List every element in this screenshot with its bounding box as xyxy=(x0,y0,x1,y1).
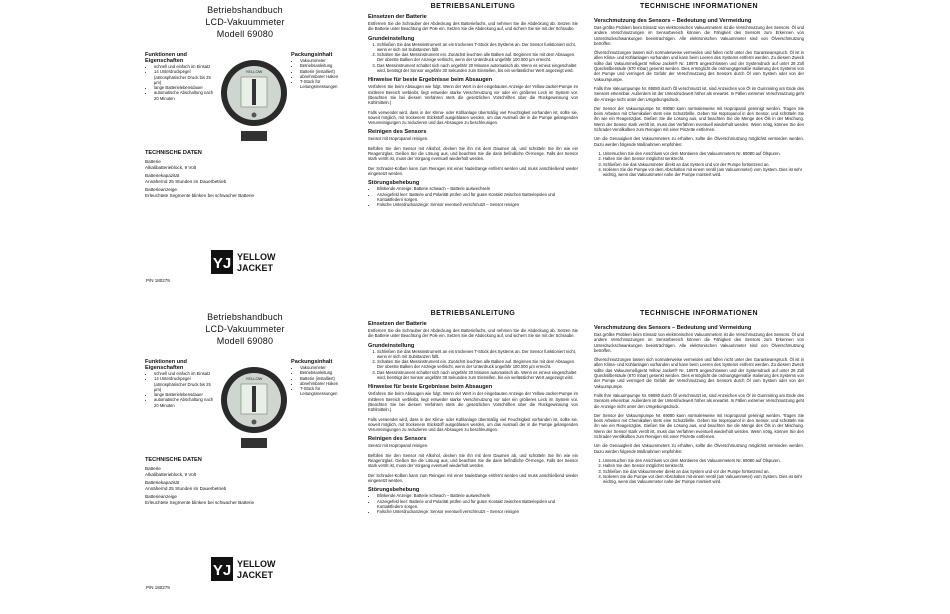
svg-text:YELLOW: YELLOW xyxy=(245,376,263,381)
right-column xyxy=(594,0,804,177)
features xyxy=(145,359,215,408)
list-item: 1. Schließen Sie das Messinstrument an ein trockenes T-Stück des Systems an. Der Sensor funktioniert nicht, wenn er sich mit Substanzen füllt. xyxy=(377,42,578,53)
part-number: P/N 180279 xyxy=(146,585,170,590)
paragraph: Der Sensor der Vakuumpumpe Nr. 69080 kann normalerweise mit Isopropanol gereinigt werden. Tragen Sie beim Arbeiten mit Chemikalien stets eine Schutzbrille. Geben Sie Isopropanol in den Sensor, und schütteln Sie ihn wie ein Reagenzglas. Gießen Sie die Lösung aus, und beachten Sie die Menge des Öls in der Mischung. Wenn der Sensor stark verölt ist, muss das Verfahren eventuell wiederholt werden. Wenn nötig, können Sie den Schrader-Ventilkolben zum Reinigen mit einer Pinzette entfernen. xyxy=(594,412,804,440)
list-item: • schnell und einfach im Einsatz xyxy=(154,64,215,69)
tech-label: Batterie xyxy=(145,466,161,471)
list-item: • 14 Unterdruckpegel (atmosphärischer Druck bis 25 µm) xyxy=(154,69,215,85)
troubleshooting-list xyxy=(368,186,578,207)
paragraph: Entfernen Sie die Schrauber der Abdeckung des Batteriefachs, und nehmen Sie die Abdeckung ab. Setzen Sie die Batterie unter Beachtung der Pole ein. Setzen Sie die Abdeckung auf, und sichern Sie sie mit der Schraube. xyxy=(368,21,578,32)
paragraph: Befüllen Sie den Sensor mit Alkohol, decken Sie ihn mit dem Daumen ab, und schütteln Sie ihn wie ein Reagenzglas. Gießen Sie die Lösung aus, und beachten Sie die darin befindliche Öl-menge. Falls der Sensor stark verölt ist, muss der Vorgang eventuell wiederholt werden. xyxy=(368,145,578,162)
svg-text:YELLOW: YELLOW xyxy=(237,252,276,262)
list-item: 2. Halten Sie den Sensor möglichst senkrecht. xyxy=(603,156,804,161)
list-item: 2. Schalten Sie das Messinstrument ein. Zunächst leuchten alle Balken auf. Beginnen Sie mit dem Absaugen. Der oberste Balken der Anzeige verlischt, wenn der Unterdruck ungefähr 100.000 µm erreicht. xyxy=(377,359,578,370)
list-item: • Vakuummeter xyxy=(300,365,351,370)
list-item: • automatische Abschaltung nach 20 Minuten xyxy=(154,397,215,408)
list-item: • schnell und einfach im Einsatz xyxy=(154,371,215,376)
paragraph: Befüllen Sie den Sensor mit Alkohol, decken Sie ihn mit dem Daumen ab, und schütteln Sie ihn wie ein Reagenzglas. Gießen Sie die Lösung aus, und beachten Sie die darin befindliche Öl-menge. Falls der Sensor stark verölt ist, muss der Vorgang eventuell wiederholt werden. xyxy=(368,452,578,469)
tech-value: Annähernd 25 Stunden im Dauerbetrieb xyxy=(145,485,227,491)
svg-text:YELLOW: YELLOW xyxy=(237,559,276,569)
left-column xyxy=(145,307,345,347)
troubleshooting-list xyxy=(368,493,578,514)
list-item: • lange Batterielebensdauer xyxy=(154,392,215,397)
list-item: 1. Schließen Sie das Messinstrument an ein trockenes T-Stück des Systems an. Der Sensor funktioniert nicht, wenn er sich mit Substanzen füllt. xyxy=(377,349,578,360)
section-heading: Einsetzen der Batterie xyxy=(368,14,427,20)
features-heading: Funktionen und Eigenschaften xyxy=(145,52,187,64)
paragraph: Ölverschmutzungen lassen sich normalerweise vermeiden und fallen nicht unter den Garantieanspruch. Öl ist in allen Klima- und Kühlanlagen vorhanden und kann beim Leeren des Systems entfernt werden. Zu diesem Zweck sollte das Vakuummeßgerät Yellow Jacket® Nr. 18975 angeschlossen und der Systemdruck auf unter 28 Zoll Quecksilbersäule (670 mbar) gesenkt werden. Dies ermöglicht die ordnungsgemäße Isolierung des Systems von der Pumpe und verringert die Gefahr der Verschmutzung des Sensors durch Öl vom System oder von der Vakuumpumpe. xyxy=(594,357,804,389)
tech-label: Batterieanzeige xyxy=(145,187,177,193)
paragraph: Der Sensor der Vakuumpumpe Nr. 69080 kann normalerweise mit Isopropanol gereinigt werden. Tragen Sie beim Arbeiten mit Chemikalien stets eine Schutzbrille. Geben Sie Isopropanol in den Sensor, und schütteln Sie ihn wie ein Reagenzglas. Gießen Sie die Lösung aus, und beachten Sie die Menge des Öls in der Mischung. Wenn der Sensor stark verölt ist, muss das Verfahren eventuell wiederholt werden. Wenn nötig, können Sie den Schrader-Ventilkolben zum Reinigen mit einer Pinzette entfernen. xyxy=(594,105,804,133)
tech-data xyxy=(145,453,345,506)
section-heading: Reinigen des Sensors xyxy=(368,129,427,136)
list-item: 3. Schließen Sie das Vakuummeter direkt an das System und vor der Pumpe fortsetzend an. xyxy=(603,469,804,474)
manual-title xyxy=(145,4,345,40)
section-heading: Störungsbehebung xyxy=(368,180,420,187)
tech-lines xyxy=(145,159,345,199)
list-item: 2. Schalten Sie das Messinstrument ein. Zunächst leuchten alle Balken auf. Beginnen Sie mit dem Absaugen. Der oberste Balken der Anzeige verlischt, wenn der Unterdruck ungefähr 100.000 µm erreicht. xyxy=(377,52,578,63)
section-heading: Reinigen des Sensors xyxy=(368,436,427,443)
features-heading: Funktionen und Eigenschaften xyxy=(145,359,187,371)
package-heading: Packungsinhalt xyxy=(291,52,333,58)
list-item: 3. Das Messinstrument schaltet sich nach ungefähr 20 Minuten automatisch ab. Wenn es erneut eingeschaltet wird, benötigt der Sensor ungefähr 30 Sekunden zum Einstellen, bis ein verlässlicher Wert angezeigt wird. xyxy=(377,63,578,74)
document-half xyxy=(0,307,950,603)
section-heading: Hinweise für beste Ergebnisse beim Absaugen xyxy=(368,77,493,84)
tech-label: Batterieanzeige xyxy=(145,494,177,500)
paragraph: Falls verwendet wird, dass in der Klima- oder Kühlanlage übermäßig viel Feuchtigkeit vorhanden ist, sollte sie, soweit möglich, mit trockenem Stickstoff ausgeblasen werden, um das Ausmaß der in die Pumpe gelangenden Verunreinigungen zu reduzieren und das Absaugen zu beschleunigen. xyxy=(368,109,578,126)
instructions-heading: BETRIEBSANLEITUNG xyxy=(430,3,516,10)
list-item: • Falsche Unterdruckanzeige: Sensor eventuell verschmutzt – Sensor reinigen xyxy=(377,202,578,207)
package-contents xyxy=(291,52,351,90)
instructions-heading: BETRIEBSANLEITUNG xyxy=(430,310,516,317)
paragraph: Der Schrader-Kolben kann zum Reinigen mit einer Nadelzange entfernt werden und muss anschließend wieder eingesetzt werden. xyxy=(368,165,578,176)
paragraph: Sensor mit Isopropanol reinigen. xyxy=(368,443,429,449)
vacuum-gauge-image xyxy=(221,55,287,141)
list-item: 1. Untersuchen Sie den Anschluss vor dem Montieren des Vakuummeters Nr. 69080 auf Ölspuren. xyxy=(603,458,804,463)
middle-column xyxy=(368,307,578,514)
tech-heading: TECHNISCHE DATEN xyxy=(145,457,202,463)
features xyxy=(145,52,215,101)
tech-value: Annähernd 25 Stunden im Dauerbetrieb xyxy=(145,178,227,184)
list-item: • abnehmbarer Haken xyxy=(300,381,351,386)
tech-heading: TECHNISCHE DATEN xyxy=(145,150,202,156)
paragraph: Der Schrader-Kolben kann zum Reinigen mit einer Nadelzange entfernt werden und muss anschließend wieder eingesetzt werden. xyxy=(368,472,578,483)
section-heading: Störungsbehebung xyxy=(368,487,420,494)
title-line-3: Modell 69080 xyxy=(216,336,274,346)
right-column xyxy=(594,307,804,484)
yellow-jacket-logo xyxy=(211,250,299,274)
list-item: 4. Isolieren Sie die Pumpe vor dem Abschalten mit einem Ventil (am Vakuummeter) vom System. Dies ist sehr wichtig, wenn das Vakuummeter nahe der Pumpe montiert wird. xyxy=(603,474,804,485)
paragraph: Falls verwendet wird, dass in der Klima- oder Kühlanlage übermäßig viel Feuchtigkeit vorhanden ist, sollte sie, soweit möglich, mit trockenem Stickstoff ausgeblasen werden, um das Ausmaß der in die Pumpe gelangenden Verunreinigungen zu reduzieren und das Absaugen zu beschleunigen. xyxy=(368,416,578,433)
list-item: 1. Untersuchen Sie den Anschluss vor dem Montieren des Vakuummeters Nr. 69080 auf Ölspuren. xyxy=(603,151,804,156)
middle-column xyxy=(368,0,578,207)
list-item: • 14 Unterdruckpegel (atmosphärischer Druck bis 25 µm) xyxy=(154,376,215,392)
section-heading: Einsetzen der Batterie xyxy=(368,321,427,327)
section-heading: Grundeinstellung xyxy=(368,35,415,42)
list-item: • Blinkende Anzeige: Batterie schwach – Batterie auswechseln xyxy=(377,493,578,498)
paragraph: Falls Ihre Vakuumpumpe Nr. 69080 durch Öl verschmutzt ist, sind Anzeichen von Öl im Gummiring am Ende des Sensors erkennbar. Außerdem ist der Unterdruckwert höher als erwartet. In Fällen extremer Verschmutzung geht die Anzeige nicht unter den Umgebungsdruck. xyxy=(594,392,804,409)
section-heading: Grundeinstellung xyxy=(368,342,415,349)
package-contents xyxy=(291,359,351,397)
list-item: 4. Isolieren Sie die Pumpe vor dem Abschalten mit einem Ventil (am Vakuummeter) vom System. Dies ist sehr wichtig, wenn das Vakuummeter nahe der Pumpe montiert wird. xyxy=(603,167,804,178)
tech-data xyxy=(145,146,345,199)
document-half xyxy=(0,0,950,296)
paragraph: Um die Genauigkeit des Vakuummeters zu erhalten, sollte die Ölverschmutzung möglichst vermieden werden. Dazu werden folgende Maßnahmen empfohlen: xyxy=(594,443,804,454)
tech-value: Erleuchtete Segmente blinken bei schwacher Batterie xyxy=(145,499,255,505)
paragraph: Verfahren Sie beim Absaugen wie folgt. Wenn der Wert in der eingebauten Anzeige der Yellow-Jacket-Pumpe im mittleren Bereich verbleibt, liegt entweder starke Verschmutzung vor oder ein größeres Leck im System vor. (Beachten Sie bei diesem Verfahren stets die gesetzlichen Vorschriften über die Rückgewinnung von Kühlmitteln.) xyxy=(368,391,578,413)
list-item: • Vakuummeter xyxy=(300,58,351,63)
tech-value: Alkalibatterieblock, 9 Volt xyxy=(145,164,197,170)
list-item: • T-Stück für Leitungsmessungen xyxy=(300,79,351,90)
tech-info-heading: TECHNISCHE INFORMATIONEN xyxy=(639,310,759,317)
part-number: P/N 180279 xyxy=(146,278,170,283)
paragraph: Das größte Problem beim Einsatz von elektronischen Vakuummetern ist die Verschmutzung des Sensors. Öl und andere Verschmutzungen im Sensorbereich können die Fähigkeit des Sensors zum Erkennen von Unterdruckschwankungen beeinträchtigen. Alle elektronischen Vakuummeter sind von Ölverschmutzung betroffen. xyxy=(594,332,804,353)
tech-value: Erleuchtete Segmente blinken bei schwacher Batterie xyxy=(145,192,255,198)
vacuum-gauge-image xyxy=(221,362,287,448)
title-line-1: Betriebshandbuch xyxy=(207,312,283,322)
list-item: • Anzeigefeld leer: Batterie und Polarität prüfen und für guten Kontakt zwischen Batteriepolen und Kontaktfedern sorgen. xyxy=(377,192,578,203)
title-line-2: LCD-Vakuummeter xyxy=(205,17,285,27)
title-line-1: Betriebshandbuch xyxy=(207,5,283,15)
list-item: • Batterie (installiert) xyxy=(300,69,351,74)
package-list xyxy=(291,365,351,397)
tech-label: Batterie xyxy=(145,159,161,164)
svg-text:JACKET: JACKET xyxy=(237,570,274,580)
paragraph: Um die Genauigkeit des Vakuummeters zu erhalten, sollte die Ölverschmutzung möglichst vermieden werden. Dazu werden folgende Maßnahmen empfohlen: xyxy=(594,136,804,147)
setup-steps xyxy=(368,42,578,74)
svg-text:YJ: YJ xyxy=(212,562,232,579)
paragraph: Sensor mit Isopropanol reinigen. xyxy=(368,136,429,142)
package-list xyxy=(291,58,351,90)
svg-text:YJ: YJ xyxy=(212,255,232,272)
title-line-3: Modell 69080 xyxy=(216,29,274,39)
paragraph: Falls Ihre Vakuumpumpe Nr. 69080 durch Öl verschmutzt ist, sind Anzeichen von Öl im Gummiring am Ende des Sensors erkennbar. Außerdem ist der Unterdruckwert höher als erwartet. In Fällen extremer Verschmutzung geht die Anzeige nicht unter den Umgebungsdruck. xyxy=(594,85,804,102)
list-item: • Falsche Unterdruckanzeige: Sensor eventuell verschmutzt – Sensor reinigen xyxy=(377,509,578,514)
section-heading: Verschmutzung des Sensors – Bedeutung und Vermeidung xyxy=(594,325,752,331)
setup-steps xyxy=(368,349,578,381)
list-item: • Anzeigefeld leer: Batterie und Polarität prüfen und für guten Kontakt zwischen Batteriepolen und Kontaktfedern sorgen. xyxy=(377,499,578,510)
yellow-jacket-logo xyxy=(211,557,299,581)
list-item: 3. Schließen Sie das Vakuummeter direkt an das System und vor der Pumpe fortsetzend an. xyxy=(603,162,804,167)
title-line-2: LCD-Vakuummeter xyxy=(205,324,285,334)
tech-info-heading: TECHNISCHE INFORMATIONEN xyxy=(639,3,759,10)
manual-title xyxy=(145,311,345,347)
tech-label: Batteriekapazität xyxy=(145,480,180,486)
list-item: • Betriebsanleitung xyxy=(300,370,351,375)
list-item: • Blinkende Anzeige: Batterie schwach – Batterie auswechseln xyxy=(377,186,578,191)
tech-value: Alkalibatterieblock, 9 Volt xyxy=(145,471,197,477)
prevention-steps xyxy=(594,458,804,484)
section-heading: Verschmutzung des Sensors – Bedeutung und Vermeidung xyxy=(594,18,752,24)
tech-label: Batteriekapazität xyxy=(145,173,180,179)
prevention-steps xyxy=(594,151,804,177)
features-list xyxy=(145,64,215,101)
svg-text:JACKET: JACKET xyxy=(237,263,274,273)
list-item: • Betriebsanleitung xyxy=(300,63,351,68)
left-column xyxy=(145,0,345,40)
package-heading: Packungsinhalt xyxy=(291,359,333,365)
section-heading: Hinweise für beste Ergebnisse beim Absaugen xyxy=(368,384,493,391)
paragraph: Verfahren Sie beim Absaugen wie folgt. Wenn der Wert in der eingebauten Anzeige der Yellow-Jacket-Pumpe im mittleren Bereich verbleibt, liegt entweder starke Verschmutzung vor oder ein größeres Leck im System vor. (Beachten Sie bei diesem Verfahren stets die gesetzlichen Vorschriften über die Rückgewinnung von Kühlmitteln.) xyxy=(368,84,578,106)
features-list xyxy=(145,371,215,408)
list-item: 3. Das Messinstrument schaltet sich nach ungefähr 20 Minuten automatisch ab. Wenn es erneut eingeschaltet wird, benötigt der Sensor ungefähr 30 Sekunden zum Einstellen, bis ein verlässlicher Wert angezeigt wird. xyxy=(377,370,578,381)
list-item: 2. Halten Sie den Sensor möglichst senkrecht. xyxy=(603,463,804,468)
list-item: • abnehmbarer Haken xyxy=(300,74,351,79)
list-item: • lange Batterielebensdauer xyxy=(154,85,215,90)
tech-lines xyxy=(145,466,345,506)
list-item: • Batterie (installiert) xyxy=(300,376,351,381)
list-item: • automatische Abschaltung nach 20 Minuten xyxy=(154,90,215,101)
paragraph: Das größte Problem beim Einsatz von elektronischen Vakuummetern ist die Verschmutzung des Sensors. Öl und andere Verschmutzungen im Sensorbereich können die Fähigkeit des Sensors zum Erkennen von Unterdruckschwankungen beeinträchtigen. Alle elektronischen Vakuummeter sind von Ölverschmutzung betroffen. xyxy=(594,25,804,46)
svg-text:YELLOW: YELLOW xyxy=(245,69,263,74)
paragraph: Entfernen Sie die Schrauber der Abdeckung des Batteriefachs, und nehmen Sie die Abdeckung ab. Setzen Sie die Batterie unter Beachtung der Pole ein. Setzen Sie die Abdeckung auf, und sichern Sie sie mit der Schraube. xyxy=(368,328,578,339)
paragraph: Ölverschmutzungen lassen sich normalerweise vermeiden und fallen nicht unter den Garantieanspruch. Öl ist in allen Klima- und Kühlanlagen vorhanden und kann beim Leeren des Systems entfernt werden. Zu diesem Zweck sollte das Vakuummeßgerät Yellow Jacket® Nr. 18975 angeschlossen und der Systemdruck auf unter 28 Zoll Quecksilbersäule (670 mbar) gesenkt werden. Dies ermöglicht die ordnungsgemäße Isolierung des Systems von der Pumpe und verringert die Gefahr der Verschmutzung des Sensors durch Öl vom System oder von der Vakuumpumpe. xyxy=(594,50,804,82)
list-item: • T-Stück für Leitungsmessungen xyxy=(300,386,351,397)
